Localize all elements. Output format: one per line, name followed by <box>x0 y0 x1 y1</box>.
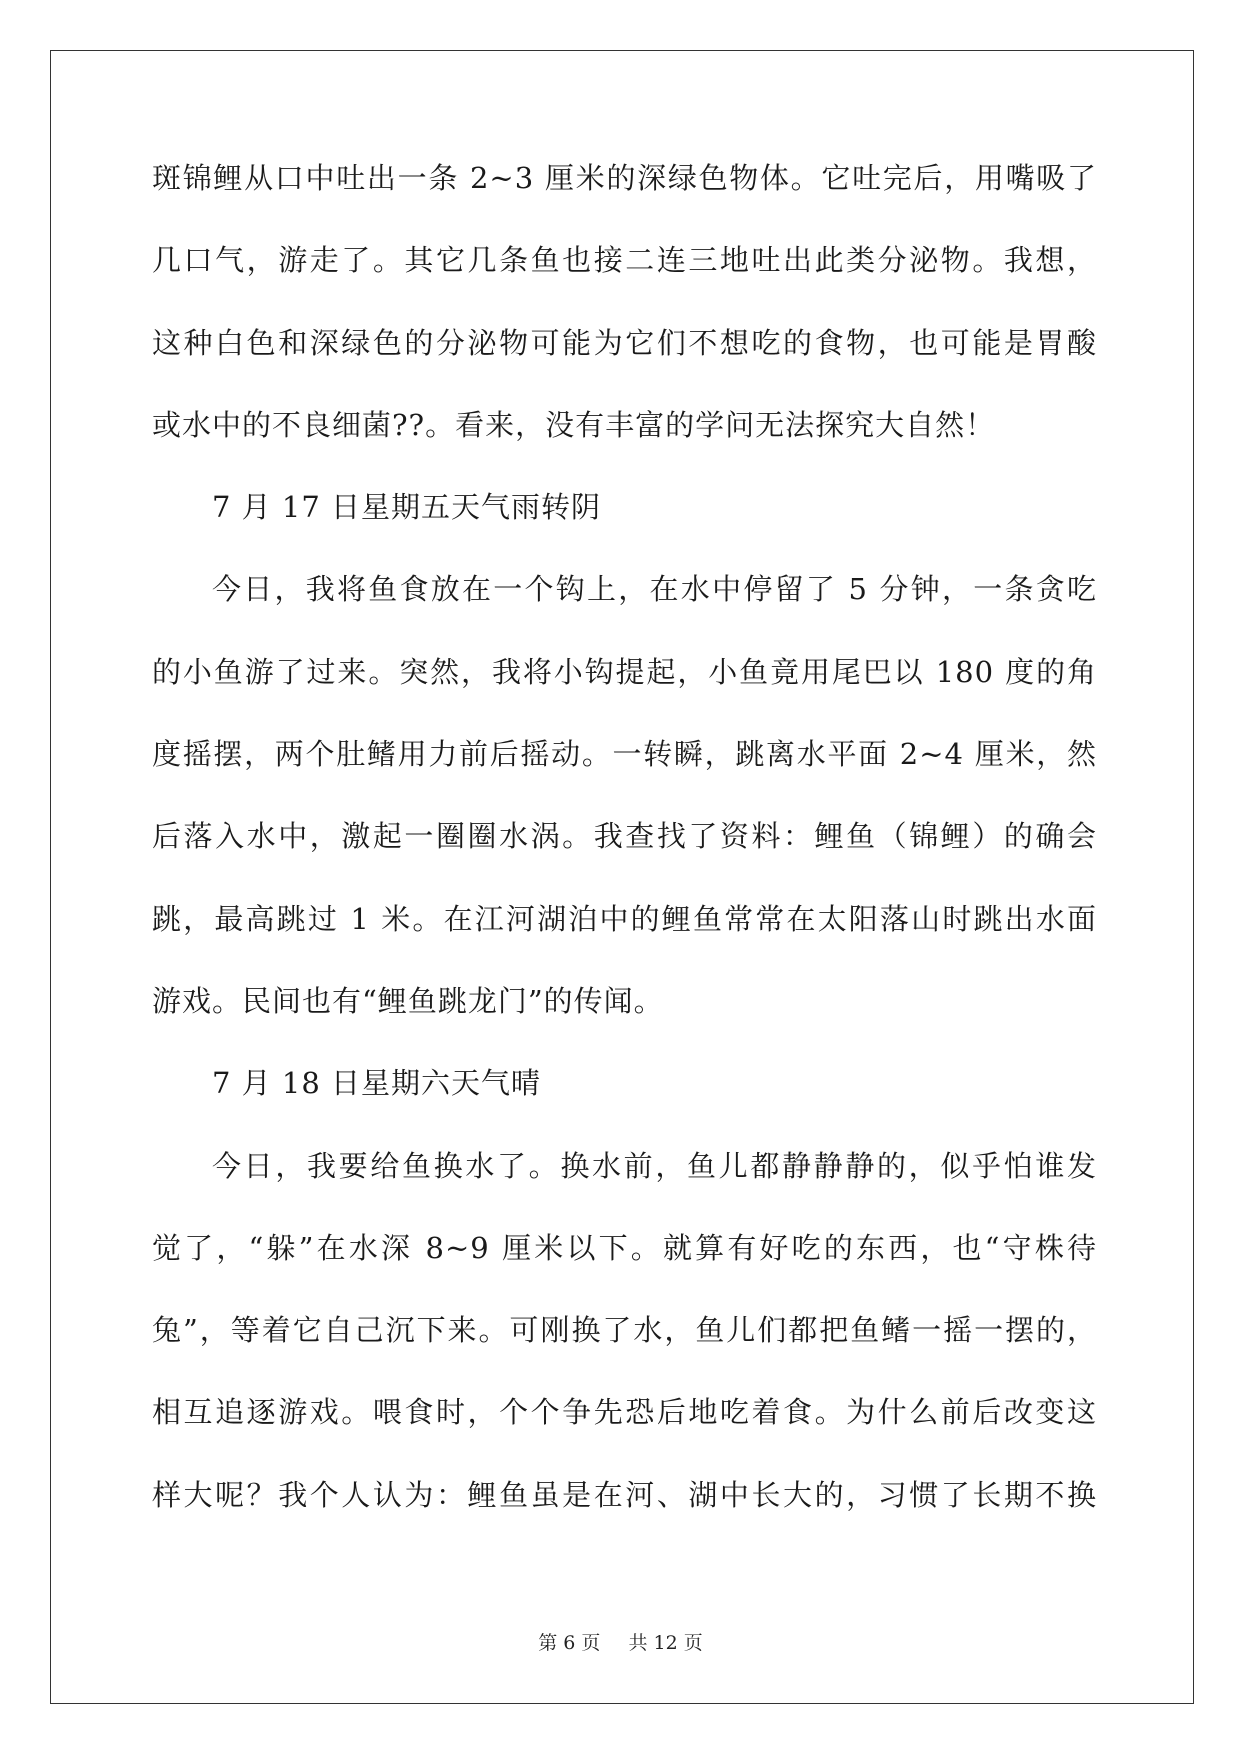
text-line: 或水中的不良细菌??。看来，没有丰富的学问无法探究大自然！ <box>152 407 996 442</box>
text-line: 今日，我要给鱼换水了。换水前，鱼儿都静静静的，似乎怕谁发 <box>212 1148 1097 1183</box>
text-line: 今日，我将鱼食放在一个钩上，在水中停留了 5 分钟，一条贪吃 <box>212 572 1097 607</box>
page-total: 共 12 页 <box>628 1632 703 1654</box>
text-line: 几口气，游走了。其它几条鱼也接二连三地吐出此类分泌物。我想， <box>152 243 1097 278</box>
text-line: 这种白色和深绿色的分泌物可能为它们不想吃的食物，也可能是胃酸 <box>152 325 1097 360</box>
text-line: 相互追逐游戏。喂食时，个个争先恐后地吃着食。为什么前后改变这 <box>152 1395 1097 1430</box>
text-line: 觉了，“躲”在水深 8~9 厘米以下。就算有好吃的东西，也“守株待 <box>152 1230 1097 1265</box>
text-line: 样大呢？我个人认为：鲤鱼虽是在河、湖中长大的，习惯了长期不换 <box>152 1477 1097 1512</box>
page-number: 第 6 页 <box>538 1632 601 1654</box>
text-line: 兔”，等着它自己沉下来。可刚换了水，鱼儿们都把鱼鳍一摇一摆的， <box>152 1313 1097 1348</box>
text-line: 的小鱼游了过来。突然，我将小钩提起，小鱼竟用尾巴以 180 度的角 <box>152 654 1097 689</box>
text-line: 后落入水中，激起一圈圈水涡。我查找了资料：鲤鱼（锦鲤）的确会 <box>152 819 1097 854</box>
date-heading: 7 月 18 日星期六天气晴 <box>212 1066 542 1101</box>
page-footer <box>0 1628 1241 1655</box>
document-body <box>152 158 1097 1557</box>
text-line: 斑锦鲤从口中吐出一条 2~3 厘米的深绿色物体。它吐完后，用嘴吸了 <box>152 161 1097 195</box>
text-line: 跳，最高跳过 1 米。在江河湖泊中的鲤鱼常常在太阳落山时跳出水面 <box>152 901 1097 936</box>
date-heading: 7 月 17 日星期五天气雨转阴 <box>212 490 602 525</box>
text-line: 游戏。民间也有“鲤鱼跳龙门”的传闻。 <box>152 983 664 1018</box>
text-line: 度摇摆，两个肚鳍用力前后摇动。一转瞬，跳离水平面 2~4 厘米，然 <box>152 737 1097 772</box>
